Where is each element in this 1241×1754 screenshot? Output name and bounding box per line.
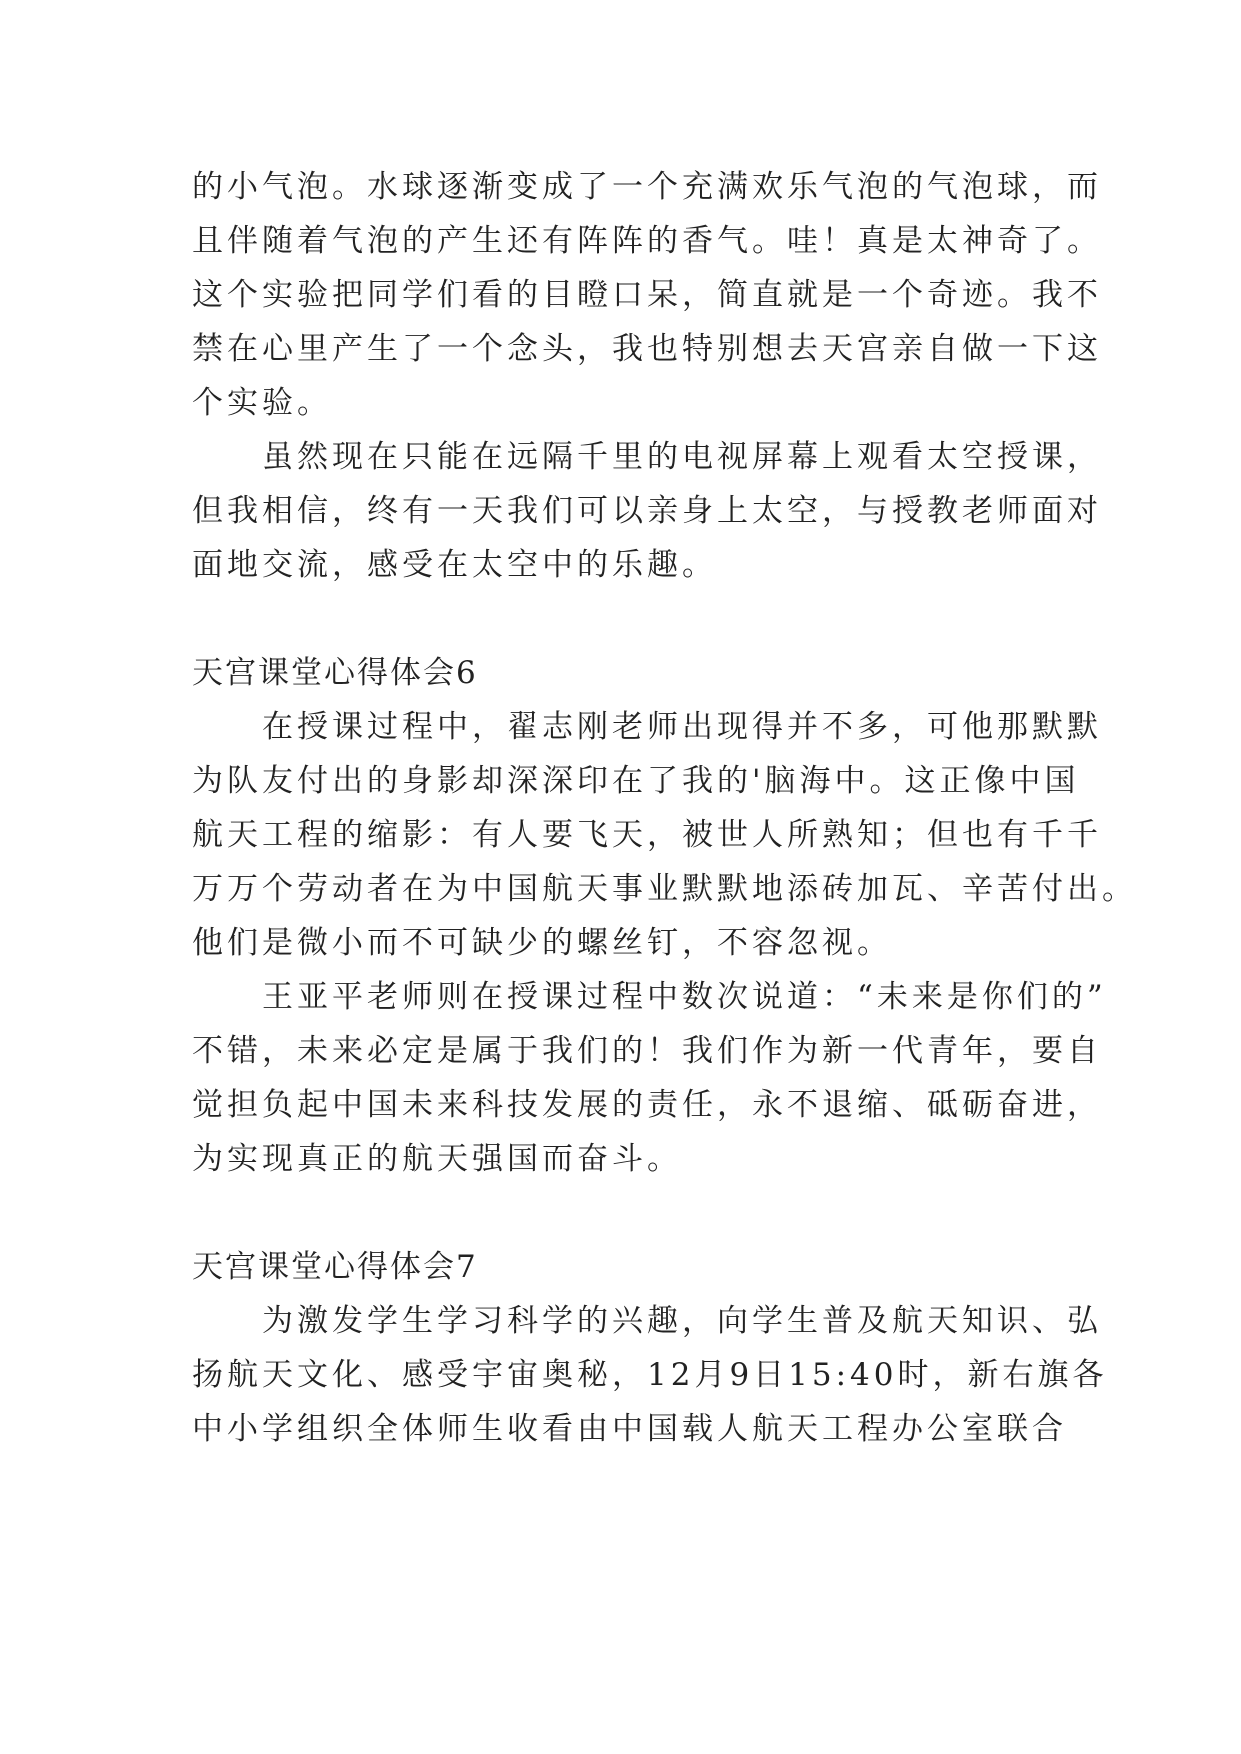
document-body	[192, 160, 1137, 1456]
text-line: 万万个劳动者在为中国航天事业默默地添砖加瓦、辛苦付出。	[192, 871, 1137, 907]
text-line: 在授课过程中，翟志刚老师出现得并不多，可他那默默	[262, 709, 1102, 745]
text-line: 虽然现在只能在远隔千里的电视屏幕上观看太空授课，	[262, 439, 1102, 475]
text-line: 且伴随着气泡的产生还有阵阵的香气。哇！真是太神奇了。	[192, 223, 1102, 259]
text-line: 为实现真正的航天强国而奋斗。	[192, 1141, 682, 1177]
text-line: 个实验。	[192, 385, 332, 421]
text-line: 不错，未来必定是属于我们的！我们作为新一代青年，要自	[192, 1033, 1102, 1069]
text-line: 为激发学生学习科学的兴趣，向学生普及航天知识、弘	[262, 1303, 1102, 1339]
text-line: 禁在心里产生了一个念头，我也特别想去天宫亲自做一下这	[192, 331, 1102, 367]
text-line: 这个实验把同学们看的目瞪口呆，简直就是一个奇迹。我不	[192, 277, 1102, 313]
section-6-heading: 天宫课堂心得体会6	[192, 655, 478, 691]
section-6-paragraph-2	[192, 970, 1107, 1186]
text-line: 但我相信，终有一天我们可以亲身上太空，与授教老师面对	[192, 493, 1102, 529]
text-line: 面地交流，感受在太空中的乐趣。	[192, 547, 717, 583]
text-line: 航天工程的缩影：有人要飞天，被世人所熟知；但也有千千	[192, 817, 1102, 853]
text-line: 他们是微小而不可缺少的螺丝钉，不容忽视。	[192, 925, 892, 961]
text-line: 中小学组织全体师生收看由中国载人航天工程办公室联合	[192, 1411, 1067, 1447]
text-line: 的小气泡。水球逐渐变成了一个充满欢乐气泡的气泡球，而	[192, 169, 1102, 205]
section-7-heading: 天宫课堂心得体会7	[192, 1249, 478, 1285]
section-spacer	[192, 592, 1092, 646]
text-line: 王亚平老师则在授课过程中数次说道：“未来是你们的”	[262, 979, 1107, 1015]
section-6-paragraph-1	[192, 700, 1137, 970]
text-line: 觉担负起中国未来科技发展的责任，永不退缩、砥砺奋进，	[192, 1087, 1102, 1123]
paragraph-intro	[192, 160, 1102, 430]
text-line: 扬航天文化、感受宇宙奥秘，12月9日15:40时，新右旗各	[192, 1357, 1108, 1393]
section-spacer	[192, 1186, 1092, 1240]
text-line: 为队友付出的身影却深深印在了我的'脑海中。这正像中国	[192, 763, 1080, 799]
section-7-paragraph-1	[192, 1294, 1108, 1456]
paragraph-intro-2	[192, 430, 1102, 592]
